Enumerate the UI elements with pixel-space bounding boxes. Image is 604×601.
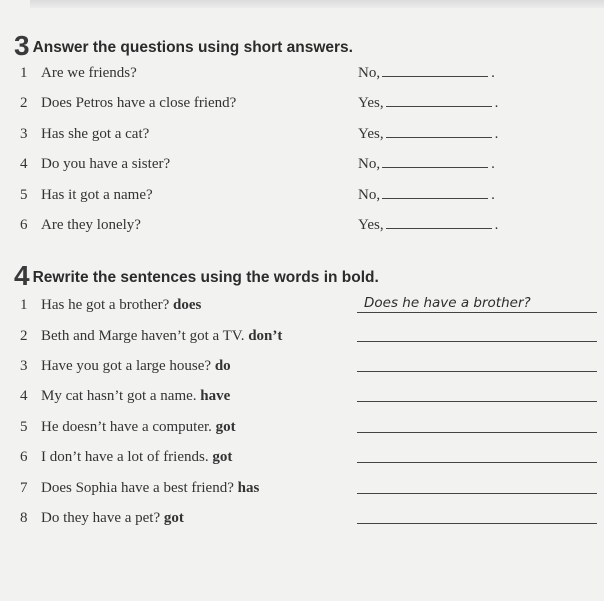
s3-answer-blank[interactable]: [386, 123, 492, 138]
s4-sentence-number: 7: [20, 480, 28, 496]
s3-answer-start: Yes,: [358, 126, 384, 142]
s4-sentence-text: Does Sophia have a best friend?: [41, 480, 234, 496]
s4-sentence-row: [20, 294, 201, 316]
s4-answer-line[interactable]: [357, 523, 597, 524]
s4-sentence-number: 4: [20, 388, 28, 404]
s3-question-text: Does Petros have a close friend?: [41, 95, 237, 111]
s4-handwritten-answer: Does he have a brother?: [364, 295, 531, 311]
s3-answer-blank[interactable]: [386, 214, 492, 229]
s3-answer: [358, 214, 498, 236]
s3-answer: [358, 123, 498, 145]
s3-answer-period: .: [491, 187, 495, 203]
s3-answer-start: No,: [358, 187, 381, 203]
s3-answer-start: No,: [358, 156, 381, 172]
s3-question-number: 3: [20, 126, 28, 142]
s4-answer-line[interactable]: [357, 493, 597, 494]
s3-answer: [358, 92, 498, 114]
s4-bold-word: don’t: [248, 328, 283, 344]
section-3-number: 3: [14, 30, 29, 61]
s3-question-row: [20, 123, 149, 145]
s3-question-row: [20, 62, 137, 84]
s4-answer-line[interactable]: [357, 371, 597, 372]
section-4-heading: [14, 260, 379, 291]
s3-question-number: 2: [20, 95, 28, 111]
section-3-heading: [14, 30, 353, 61]
s3-question-number: 6: [20, 217, 28, 233]
s4-sentence-row: [20, 325, 282, 347]
s3-answer: [358, 184, 495, 206]
s4-sentence-row: [20, 355, 231, 377]
s3-question-text: Are they lonely?: [41, 217, 141, 233]
s4-bold-word: got: [163, 510, 184, 526]
s4-bold-word: has: [237, 480, 260, 496]
s3-answer-start: Yes,: [358, 217, 384, 233]
s3-answer-blank[interactable]: [386, 92, 492, 107]
s3-answer-blank[interactable]: [382, 184, 488, 199]
section-3-title: Answer the questions using short answers.: [32, 39, 353, 56]
s3-answer-start: Yes,: [358, 95, 384, 111]
s4-sentence-number: 1: [20, 297, 28, 313]
s4-answer-line[interactable]: [357, 462, 597, 463]
s3-answer: [358, 62, 495, 84]
s3-answer-period: .: [491, 65, 495, 81]
s3-question-number: 4: [20, 156, 28, 172]
s3-question-row: [20, 214, 141, 236]
s4-sentence-number: 2: [20, 328, 28, 344]
s4-bold-word: got: [212, 449, 233, 465]
s4-answer-line[interactable]: [357, 401, 597, 402]
s4-answer-line[interactable]: [357, 432, 597, 433]
page-top-edge: [30, 0, 604, 8]
s4-sentence-text: He doesn’t have a computer.: [41, 419, 212, 435]
s3-answer-period: .: [494, 126, 499, 142]
s4-answer-line[interactable]: [357, 312, 597, 313]
s3-answer-period: .: [494, 217, 499, 233]
s3-question-text: Do you have a sister?: [41, 156, 171, 172]
s4-sentence-row: [20, 416, 236, 438]
s3-question-text: Has she got a cat?: [41, 126, 150, 142]
s4-sentence-text: Has he got a brother?: [41, 297, 170, 313]
s3-answer-period: .: [491, 156, 495, 172]
s3-question-row: [20, 92, 236, 114]
s3-question-text: Has it got a name?: [41, 187, 153, 203]
s3-answer-blank[interactable]: [382, 153, 488, 168]
s4-sentence-row: [20, 477, 259, 499]
s4-sentence-text: I don’t have a lot of friends.: [41, 449, 209, 465]
s4-sentence-number: 5: [20, 419, 28, 435]
s4-sentence-row: [20, 446, 232, 468]
s4-sentence-number: 6: [20, 449, 28, 465]
s3-answer-start: No,: [358, 65, 381, 81]
s3-answer: [358, 153, 495, 175]
s4-bold-word: got: [215, 419, 236, 435]
section-4-title: Rewrite the sentences using the words in bold.: [32, 269, 379, 286]
s3-question-number: 5: [20, 187, 28, 203]
s4-bold-word: have: [200, 388, 231, 404]
s4-answer-line[interactable]: [357, 341, 597, 342]
s4-sentence-text: My cat hasn’t got a name.: [41, 388, 197, 404]
s4-sentence-number: 3: [20, 358, 28, 374]
s4-bold-word: does: [173, 297, 202, 313]
s4-sentence-text: Do they have a pet?: [41, 510, 161, 526]
s4-sentence-row: [20, 385, 230, 407]
s4-sentence-text: Beth and Marge haven’t got a TV.: [41, 328, 245, 344]
s3-answer-blank[interactable]: [382, 62, 488, 77]
s3-question-row: [20, 184, 153, 206]
s3-question-number: 1: [20, 65, 28, 81]
s4-sentence-text: Have you got a large house?: [41, 358, 212, 374]
section-4-number: 4: [14, 260, 29, 291]
s3-question-text: Are we friends?: [41, 65, 137, 81]
s4-sentence-row: [20, 507, 184, 529]
s4-sentence-number: 8: [20, 510, 28, 526]
s3-answer-period: .: [494, 95, 499, 111]
s3-question-row: [20, 153, 170, 175]
s4-bold-word: do: [214, 358, 231, 374]
